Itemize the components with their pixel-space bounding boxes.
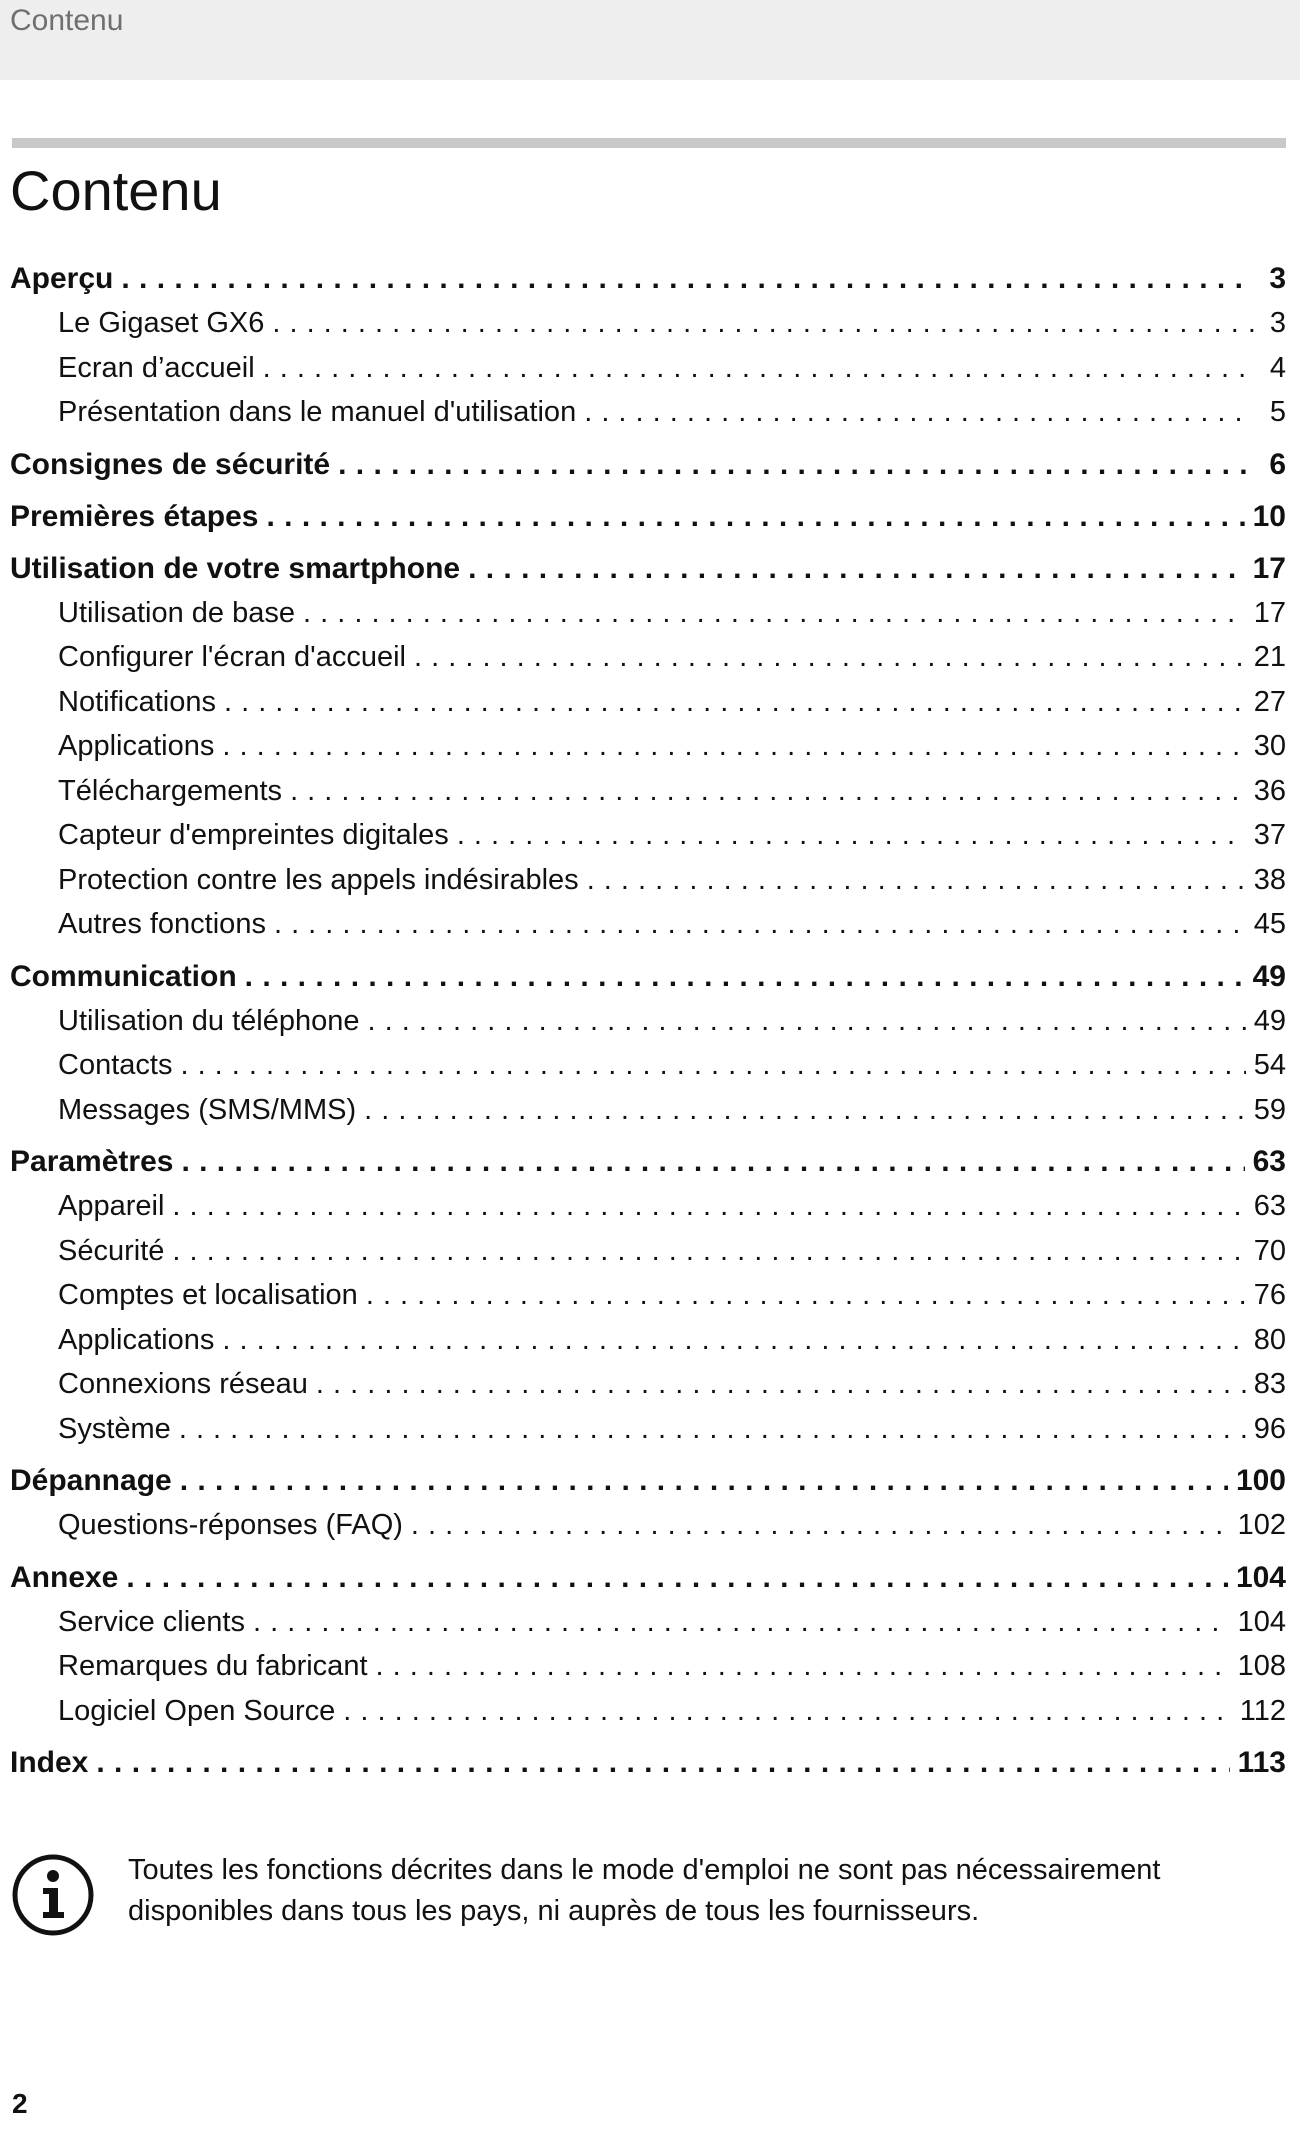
running-header-text: Contenu (10, 4, 124, 37)
toc-label: Paramètres (10, 1145, 174, 1178)
toc-leader-dots (222, 1324, 1245, 1357)
toc-label: Présentation dans le manuel d'utilisation (58, 396, 577, 428)
toc-entry[interactable] (10, 641, 1286, 686)
toc-label: Questions-réponses (FAQ) (58, 1509, 403, 1541)
toc-entry[interactable] (10, 1190, 1286, 1235)
toc-entry[interactable] (10, 908, 1286, 953)
toc-page-number: 37 (1253, 819, 1286, 851)
toc-leader-dots (263, 352, 1254, 385)
toc-leader-dots (96, 1746, 1229, 1780)
toc-page-number: 17 (1252, 551, 1286, 585)
toc-label: Annexe (10, 1560, 119, 1594)
toc-label: Ecran d’accueil (58, 351, 255, 384)
toc-page-number: 38 (1253, 863, 1286, 896)
toc-entry[interactable] (10, 686, 1286, 731)
toc-section[interactable] (10, 1554, 1286, 1606)
info-note (10, 1850, 1286, 1950)
toc-page-number: 102 (1237, 1509, 1286, 1541)
info-note-text (128, 1850, 1228, 1932)
toc-page-number: 6 (1269, 447, 1286, 481)
toc-leader-dots (180, 1464, 1228, 1498)
toc-label: Connexions réseau (58, 1368, 308, 1400)
toc-leader-dots (468, 552, 1245, 586)
toc-label: Utilisation de votre smartphone (10, 551, 461, 585)
toc-label: Index (10, 1746, 89, 1779)
toc-page-number: 3 (1269, 307, 1286, 339)
toc-entry[interactable] (10, 1094, 1286, 1139)
toc-entry[interactable] (10, 819, 1286, 864)
toc-entry[interactable] (10, 1695, 1286, 1740)
toc-page-number: 3 (1269, 262, 1286, 295)
toc-page-number: 27 (1253, 685, 1286, 718)
toc-entry[interactable] (10, 1279, 1286, 1324)
table-of-contents (10, 255, 1286, 1791)
page-title: Contenu (10, 159, 222, 222)
toc-section[interactable] (10, 953, 1286, 1005)
toc-label: Autres fonctions (58, 908, 266, 940)
toc-leader-dots (364, 1094, 1246, 1127)
page-number: 2 (12, 2088, 28, 2119)
toc-entry[interactable] (10, 352, 1286, 397)
toc-entry[interactable] (10, 1413, 1286, 1458)
toc-page-number: 80 (1253, 1323, 1286, 1356)
toc-leader-dots (338, 448, 1254, 482)
toc-leader-dots (121, 262, 1254, 296)
toc-page-number: 54 (1253, 1049, 1286, 1081)
toc-entry[interactable] (10, 1650, 1286, 1695)
toc-leader-dots (303, 597, 1246, 630)
toc-leader-dots (290, 775, 1246, 808)
toc-page-number: 17 (1253, 596, 1286, 629)
toc-label: Aperçu (10, 262, 114, 295)
toc-page-number: 70 (1253, 1234, 1286, 1267)
toc-page-number: 59 (1253, 1093, 1286, 1126)
toc-label: Sécurité (58, 1234, 165, 1267)
toc-leader-dots (253, 1606, 1230, 1639)
toc-leader-dots (181, 1145, 1244, 1179)
toc-page-number: 63 (1252, 1145, 1286, 1178)
toc-label: Consignes de sécurité (10, 447, 331, 481)
toc-entry[interactable] (10, 1368, 1286, 1413)
toc-label: Logiciel Open Source (58, 1694, 336, 1727)
info-icon (10, 1852, 96, 1938)
toc-leader-dots (414, 641, 1246, 674)
toc-label: Service clients (58, 1605, 245, 1638)
header-rule (12, 138, 1286, 148)
toc-page-number: 5 (1269, 396, 1286, 428)
toc-label: Le Gigaset GX6 (58, 307, 265, 339)
toc-page-number: 96 (1253, 1412, 1286, 1445)
toc-label: Appareil (58, 1190, 165, 1222)
toc-page-number: 4 (1269, 351, 1286, 384)
toc-entry[interactable] (10, 1324, 1286, 1369)
toc-page-number: 63 (1253, 1190, 1286, 1222)
toc-page-number: 112 (1239, 1694, 1286, 1727)
toc-leader-dots (172, 1190, 1245, 1223)
toc-label: Premières étapes (10, 499, 259, 533)
toc-leader-dots (179, 1413, 1246, 1446)
toc-leader-dots (584, 396, 1254, 429)
toc-leader-dots (376, 1650, 1230, 1683)
info-note-line-2: disponibles dans tous les pays, ni auprès de tous les fournisseurs. (128, 1895, 980, 1927)
toc-page-number: 104 (1235, 1560, 1286, 1594)
toc-page-number: 30 (1253, 730, 1286, 762)
toc-entry[interactable] (10, 307, 1286, 352)
toc-page-number: 76 (1253, 1279, 1286, 1311)
toc-leader-dots (222, 730, 1245, 763)
toc-page-number: 83 (1253, 1368, 1286, 1400)
toc-leader-dots (180, 1049, 1245, 1082)
toc-entry[interactable] (10, 1606, 1286, 1651)
toc-page-number: 36 (1253, 774, 1286, 807)
toc-leader-dots (367, 1005, 1245, 1038)
toc-page-number: 10 (1252, 499, 1286, 533)
toc-label: Dépannage (10, 1464, 172, 1497)
toc-entry[interactable] (10, 1509, 1286, 1554)
toc-leader-dots (316, 1368, 1246, 1401)
toc-label: Protection contre les appels indésirables (58, 863, 579, 896)
toc-leader-dots (587, 864, 1246, 897)
toc-page-number: 104 (1237, 1605, 1286, 1638)
toc-leader-dots (457, 819, 1246, 852)
toc-leader-dots (267, 500, 1245, 534)
toc-label: Système (58, 1412, 171, 1445)
toc-leader-dots (272, 307, 1254, 340)
toc-label: Capteur d'empreintes digitales (58, 819, 449, 851)
toc-leader-dots (274, 908, 1246, 941)
toc-page-number: 100 (1235, 1464, 1286, 1497)
toc-leader-dots (126, 1561, 1228, 1595)
toc-entry[interactable] (10, 597, 1286, 642)
toc-section[interactable] (10, 1739, 1286, 1791)
toc-section[interactable] (10, 1138, 1286, 1190)
toc-section[interactable] (10, 255, 1286, 307)
toc-page-number: 21 (1253, 641, 1286, 673)
toc-section[interactable] (10, 493, 1286, 545)
toc-label: Configurer l'écran d'accueil (58, 641, 406, 673)
toc-label: Utilisation du téléphone (58, 1004, 360, 1037)
toc-label: Notifications (58, 685, 216, 718)
toc-page-number: 45 (1253, 908, 1286, 940)
toc-page-number: 108 (1237, 1650, 1286, 1682)
toc-entry[interactable] (10, 396, 1286, 441)
toc-label: Applications (58, 1323, 215, 1356)
toc-page-number: 113 (1237, 1746, 1286, 1779)
toc-leader-dots (245, 960, 1245, 994)
toc-label: Contacts (58, 1049, 173, 1081)
toc-section[interactable] (10, 1457, 1286, 1509)
toc-label: Messages (SMS/MMS) (58, 1093, 357, 1126)
toc-label: Remarques du fabricant (58, 1650, 368, 1682)
info-note-line-1: Toutes les fonctions décrites dans le mode d'emploi ne sont pas nécessairement (128, 1854, 1161, 1886)
toc-label: Comptes et localisation (58, 1279, 358, 1311)
toc-leader-dots (343, 1695, 1231, 1728)
toc-label: Applications (58, 730, 215, 762)
toc-entry[interactable] (10, 1049, 1286, 1094)
toc-section[interactable] (10, 441, 1286, 493)
toc-label: Utilisation de base (58, 596, 295, 629)
toc-leader-dots (172, 1235, 1245, 1268)
toc-entry[interactable] (10, 864, 1286, 909)
toc-entry[interactable] (10, 730, 1286, 775)
toc-label: Téléchargements (58, 774, 283, 807)
toc-leader-dots (411, 1509, 1230, 1542)
toc-section[interactable] (10, 545, 1286, 597)
toc-leader-dots (224, 686, 1246, 719)
toc-page-number: 49 (1252, 959, 1286, 993)
running-header (0, 0, 1300, 80)
toc-label: Communication (10, 959, 237, 993)
toc-leader-dots (366, 1279, 1246, 1312)
toc-entry[interactable] (10, 775, 1286, 820)
toc-entry[interactable] (10, 1235, 1286, 1280)
toc-entry[interactable] (10, 1005, 1286, 1050)
toc-page-number: 49 (1253, 1004, 1286, 1037)
